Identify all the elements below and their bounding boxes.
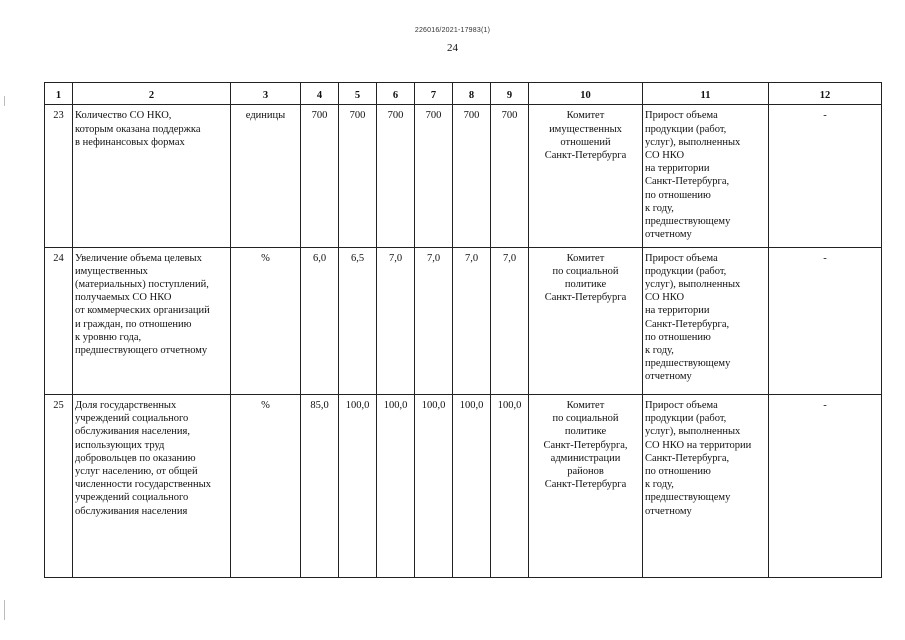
column-header: 9 bbox=[491, 83, 529, 105]
scan-mark bbox=[4, 600, 5, 620]
column-header: 12 bbox=[769, 83, 882, 105]
value-cell: 100,0 bbox=[491, 395, 529, 578]
value-cell: 100,0 bbox=[415, 395, 453, 578]
value-cell: 7,0 bbox=[415, 247, 453, 394]
column-header: 1 bbox=[45, 83, 73, 105]
table-row bbox=[45, 247, 882, 394]
value-cell: 6,0 bbox=[301, 247, 339, 394]
table-row bbox=[45, 395, 882, 578]
document-id: 226016/2021-17983(1) bbox=[414, 27, 491, 34]
indicators-table bbox=[44, 82, 882, 578]
criterion-cell: Прирост объема продукции (работ, услуг), выполненных СО НКО на территории Санкт-Петербурга, по отношению к году, предшествующему отчетному bbox=[643, 247, 769, 394]
value-cell: 700 bbox=[301, 105, 339, 247]
column-header: 8 bbox=[453, 83, 491, 105]
column-header: 6 bbox=[377, 83, 415, 105]
value-cell: 700 bbox=[415, 105, 453, 247]
unit-cell: единицы bbox=[231, 105, 301, 247]
indicator-name: Количество СО НКО, которым оказана поддержка в нефинансовых формах bbox=[73, 105, 231, 247]
note-cell: - bbox=[769, 247, 882, 394]
column-header: 11 bbox=[643, 83, 769, 105]
column-header: 3 bbox=[231, 83, 301, 105]
column-header: 4 bbox=[301, 83, 339, 105]
row-number: 25 bbox=[45, 395, 73, 578]
note-cell: - bbox=[769, 105, 882, 247]
column-header: 2 bbox=[73, 83, 231, 105]
responsible-cell: Комитет по социальной политике Санкт-Петербурга, администрации районов Санкт-Петербурга bbox=[529, 395, 643, 578]
row-number: 23 bbox=[45, 105, 73, 247]
value-cell: 7,0 bbox=[491, 247, 529, 394]
value-cell: 7,0 bbox=[377, 247, 415, 394]
value-cell: 100,0 bbox=[453, 395, 491, 578]
value-cell: 7,0 bbox=[453, 247, 491, 394]
value-cell: 700 bbox=[453, 105, 491, 247]
criterion-cell: Прирост объема продукции (работ, услуг), выполненных СО НКО на территории Санкт-Петербурга, по отношению к году, предшествующему отчетному bbox=[643, 395, 769, 578]
note-cell: - bbox=[769, 395, 882, 578]
value-cell: 700 bbox=[491, 105, 529, 247]
row-number: 24 bbox=[45, 247, 73, 394]
value-cell: 700 bbox=[377, 105, 415, 247]
value-cell: 85,0 bbox=[301, 395, 339, 578]
responsible-cell: Комитет имущественных отношений Санкт-Петербурга bbox=[529, 105, 643, 247]
page-number: 24 bbox=[447, 42, 458, 54]
unit-cell: % bbox=[231, 247, 301, 394]
column-header: 10 bbox=[529, 83, 643, 105]
column-header: 5 bbox=[339, 83, 377, 105]
value-cell: 100,0 bbox=[339, 395, 377, 578]
responsible-cell: Комитет по социальной политике Санкт-Петербурга bbox=[529, 247, 643, 394]
indicator-name: Доля государственных учреждений социального обслуживания населения, использующих труд добровольцев по оказанию услуг населению, от общей численности государственных учреждений социального обслуживания населения bbox=[73, 395, 231, 578]
table-row bbox=[45, 105, 882, 247]
indicator-name: Увеличение объема целевых имущественных (материальных) поступлений, получаемых СО НКО от коммерческих организаций и граждан, по отношению к уровню года, предшествующего отчетному bbox=[73, 247, 231, 394]
table-header-row bbox=[45, 83, 882, 105]
criterion-cell: Прирост объема продукции (работ, услуг), выполненных СО НКО на территории Санкт-Петербурга, по отношению к году, предшествующему отчетному bbox=[643, 105, 769, 247]
value-cell: 700 bbox=[339, 105, 377, 247]
unit-cell: % bbox=[231, 395, 301, 578]
value-cell: 6,5 bbox=[339, 247, 377, 394]
column-header: 7 bbox=[415, 83, 453, 105]
value-cell: 100,0 bbox=[377, 395, 415, 578]
scan-mark bbox=[4, 96, 5, 106]
